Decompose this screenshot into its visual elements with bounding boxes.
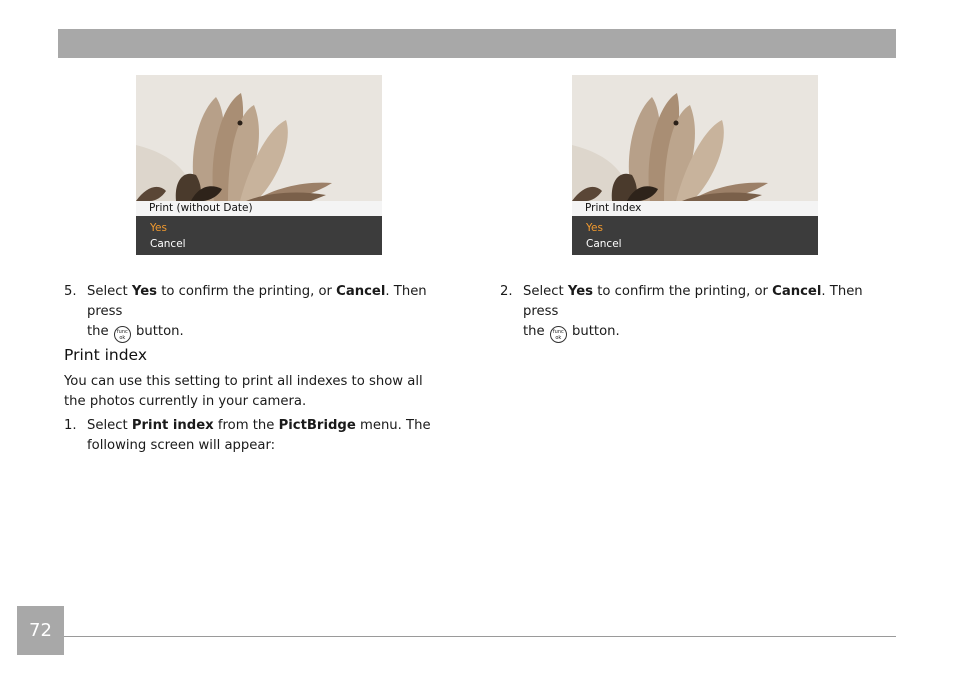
print-index-keyword: Print index [131,418,214,433]
icon-label: ok [555,335,562,341]
icon-label: ok [119,335,126,341]
cancel-keyword: Cancel [336,284,386,299]
text-run: Select [87,418,132,433]
step-text [87,282,464,343]
text-run: to confirm the printing, or [593,284,773,299]
text-run: . Then press [523,284,863,319]
step-text [87,416,431,456]
step-number: 1. [64,418,77,433]
menu-options-panel [136,216,382,255]
header-bar [58,29,896,58]
step-5 [64,282,464,341]
section-paragraph: You can use this setting to print all indexes to show all the photos currently in your camera. [64,374,423,409]
text-run: to confirm the printing, or [157,284,337,299]
text-run: the [523,324,549,339]
step-text [523,282,900,343]
step-2 [500,282,900,341]
section-heading: Print index [64,346,147,364]
step-1 [64,416,464,458]
icon-label: func [552,329,564,335]
yes-keyword: Yes [567,284,594,299]
camera-screen-right [572,75,818,255]
func-ok-button-icon [550,326,567,343]
icon-label: func [116,329,128,335]
menu-title: Print (without Date) [136,201,382,216]
step-number: 2. [500,284,513,299]
step-number: 5. [64,284,77,299]
pictbridge-keyword: PictBridge [278,418,356,433]
footer-divider [64,636,896,637]
func-ok-button-icon [114,326,131,343]
menu-option-yes: Yes [150,222,167,234]
text-run: following screen will appear: [87,438,276,453]
camera-screen-left [136,75,382,255]
yes-keyword: Yes [131,284,158,299]
text-run: the [87,324,113,339]
text-run: button. [567,324,620,339]
text-run: Select [523,284,568,299]
menu-option-cancel: Cancel [150,238,186,250]
text-run: Select [87,284,132,299]
menu-option-cancel: Cancel [586,238,622,250]
text-run: . Then press [87,284,427,319]
text-run: button. [131,324,184,339]
text-run: menu. The [355,418,431,433]
text-run: from the [213,418,279,433]
page-number: 72 [17,606,64,655]
menu-option-yes: Yes [586,222,603,234]
menu-title: Print Index [572,201,818,216]
cancel-keyword: Cancel [772,284,822,299]
menu-options-panel [572,216,818,255]
